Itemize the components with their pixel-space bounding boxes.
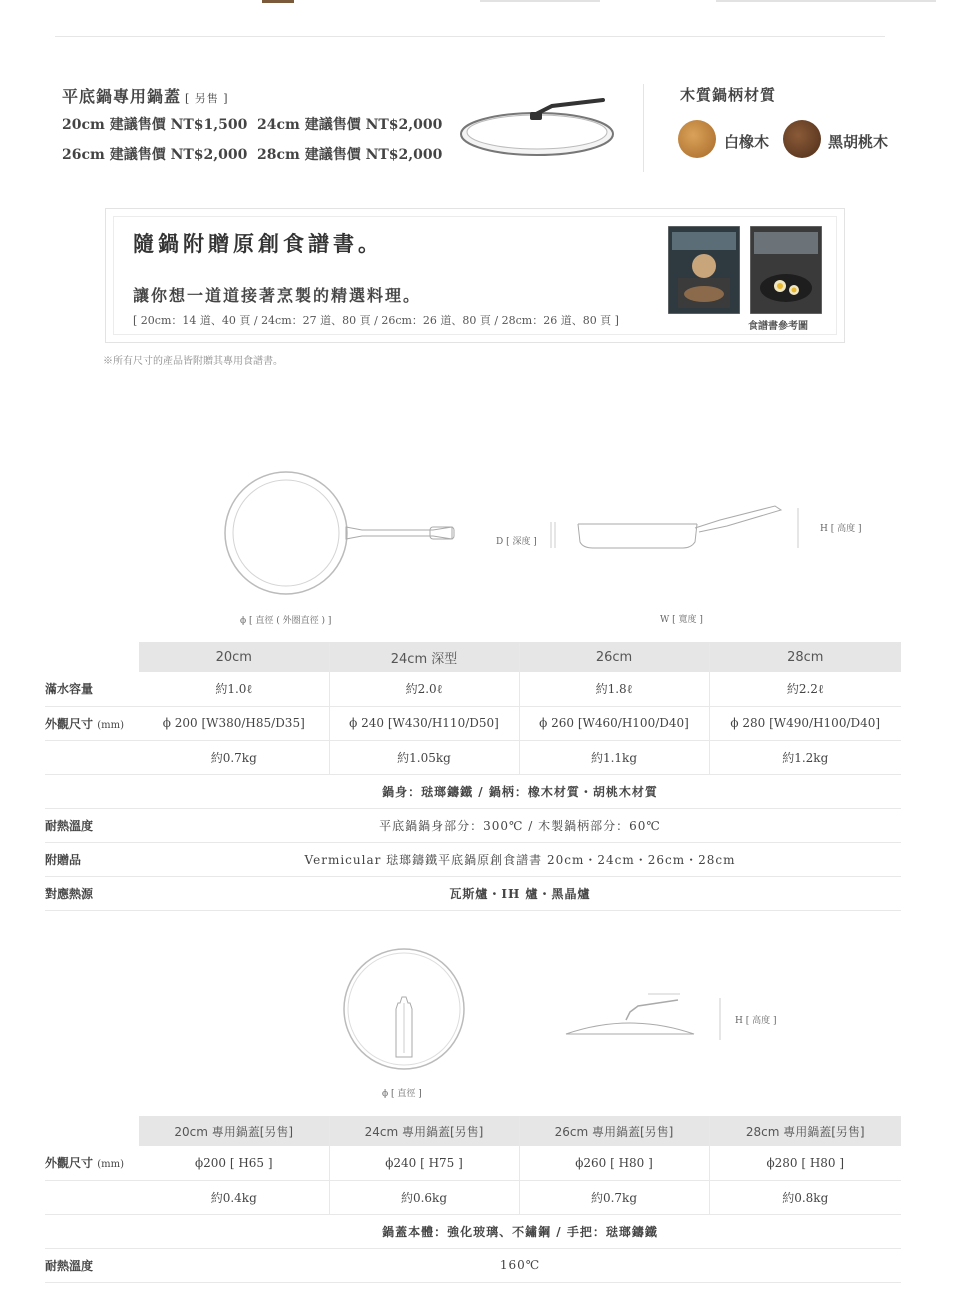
row-label-capacity: 滿水容量 bbox=[45, 672, 139, 706]
table-row bbox=[45, 774, 901, 808]
weight-20cm: 約0.7kg bbox=[139, 740, 329, 774]
walnut-swatch bbox=[783, 120, 821, 158]
lid-size-24cm: ϕ240 [ H75 ] bbox=[329, 1146, 519, 1180]
cookbook-details: [ 20cm：14 道、40 頁 / 24cm：27 道、80 頁 / 26cm：26 道、80 頁 / 28cm：26 道、80 頁 ] bbox=[133, 314, 619, 327]
table-row bbox=[45, 1248, 901, 1282]
lid-product-image bbox=[460, 96, 620, 160]
price-20cm: 20cm 建議售價 NT$1,500 bbox=[62, 117, 248, 133]
wood-section-title: 木質鍋柄材質 bbox=[680, 86, 777, 104]
lid-col-24cm: 24cm 專用鍋蓋[另售] bbox=[329, 1116, 519, 1146]
section-divider bbox=[643, 84, 644, 172]
gift-value: Vermicular 琺瑯鑄鐵平底鍋原創食譜書 20cm・24cm・26cm・28cm bbox=[139, 842, 901, 876]
pan-table-header bbox=[45, 642, 901, 672]
lid-spec-table bbox=[45, 1116, 901, 1283]
lid-diameter-label: ϕ [ 直徑 ] bbox=[382, 1089, 422, 1099]
lid-title-tag: [ 另售 ] bbox=[185, 92, 229, 105]
dimensions-26cm: ϕ 260 [W460/H100/D40] bbox=[519, 706, 709, 740]
lid-side-view-diagram bbox=[560, 992, 700, 1040]
white-oak-swatch bbox=[678, 120, 716, 158]
lid-size-28cm: ϕ280 [ H80 ] bbox=[709, 1146, 901, 1180]
row-label-weight bbox=[45, 740, 139, 774]
col-20cm: 20cm bbox=[139, 642, 329, 672]
pan-height-label: H [ 高度 ] bbox=[820, 524, 862, 534]
price-26cm: 26cm 建議售價 NT$2,000 bbox=[62, 147, 248, 163]
gift-label: 附贈品 bbox=[45, 842, 139, 876]
lid-height-marker bbox=[718, 998, 722, 1040]
lid-row-label-material bbox=[45, 1214, 139, 1248]
pan-depth-label: D [ 深度 ] bbox=[496, 537, 537, 547]
header-blank bbox=[45, 642, 139, 672]
col-24cm: 24cm 深型 bbox=[329, 642, 519, 672]
cookbook-image-1 bbox=[668, 226, 740, 314]
lid-col-26cm: 26cm 專用鍋蓋[另售] bbox=[519, 1116, 709, 1146]
divider bbox=[55, 36, 885, 37]
table-row bbox=[45, 740, 901, 774]
heat-source-value: 瓦斯爐・IH 爐・黑晶爐 bbox=[139, 876, 901, 910]
lid-section-title bbox=[62, 84, 229, 107]
col-26cm: 26cm bbox=[519, 642, 709, 672]
dimensions-28cm: ϕ 280 [W490/H100/D40] bbox=[709, 706, 901, 740]
lid-row-label-dimensions bbox=[45, 1146, 139, 1180]
lid-heat-resistance-label: 耐熱溫度 bbox=[45, 1248, 139, 1282]
row-label-dimensions bbox=[45, 706, 139, 740]
pan-material: 鍋身：琺瑯鑄鐵 / 鍋柄：橡木材質・胡桃木材質 bbox=[139, 774, 901, 808]
pan-width-label: W [ 寬度 ] bbox=[660, 615, 703, 625]
table-row bbox=[45, 672, 901, 706]
lid-material: 鍋蓋本體：強化玻璃、不鏽鋼 / 手把：琺瑯鑄鐵 bbox=[139, 1214, 901, 1248]
table-row bbox=[45, 842, 901, 876]
capacity-28cm: 約2.2ℓ bbox=[709, 672, 901, 706]
row-label-material bbox=[45, 774, 139, 808]
lid-dimensions-label: 外觀尺寸 bbox=[45, 1156, 94, 1171]
lid-weight-24cm: 約0.6kg bbox=[329, 1180, 519, 1214]
lid-height-label: H [ 高度 ] bbox=[735, 1016, 777, 1026]
heat-resistance-label: 耐熱溫度 bbox=[45, 808, 139, 842]
pan-top-view-diagram bbox=[220, 465, 470, 605]
cookbook-heading: 隨鍋附贈原創食譜書。 bbox=[133, 231, 383, 256]
lid-title-text: 平底鍋專用鍋蓋 bbox=[62, 87, 182, 106]
lid-row-label-weight bbox=[45, 1180, 139, 1214]
cookbook-note: ※所有尺寸的產品皆附贈其專用食譜書。 bbox=[103, 356, 283, 367]
capacity-24cm: 約2.0ℓ bbox=[329, 672, 519, 706]
capacity-26cm: 約1.8ℓ bbox=[519, 672, 709, 706]
price-24cm: 24cm 建議售價 NT$2,000 bbox=[257, 117, 443, 133]
cookbook-subheading: 讓你想一道道接著烹製的精選料理。 bbox=[133, 286, 422, 305]
table-row bbox=[45, 876, 901, 910]
lid-weight-20cm: 約0.4kg bbox=[139, 1180, 329, 1214]
dimensions-24cm: ϕ 240 [W430/H110/D50] bbox=[329, 706, 519, 740]
weight-24cm: 約1.05kg bbox=[329, 740, 519, 774]
heat-source-label: 對應熱源 bbox=[45, 876, 139, 910]
weight-26cm: 約1.1kg bbox=[519, 740, 709, 774]
lid-weight-26cm: 約0.7kg bbox=[519, 1180, 709, 1214]
heat-resistance-value: 平底鍋鍋身部分：300℃ / 木製鍋柄部分：60℃ bbox=[139, 808, 901, 842]
table-row bbox=[45, 706, 901, 740]
table-row bbox=[45, 1214, 901, 1248]
lid-size-20cm: ϕ200 [ H65 ] bbox=[139, 1146, 329, 1180]
lid-col-20cm: 20cm 專用鍋蓋[另售] bbox=[139, 1116, 329, 1146]
lid-top-view-diagram bbox=[340, 945, 470, 1075]
lid-weight-28cm: 約0.8kg bbox=[709, 1180, 901, 1214]
weight-28cm: 約1.2kg bbox=[709, 740, 901, 774]
lid-dimensions-unit: (mm) bbox=[97, 1159, 124, 1171]
white-oak-label: 白橡木 bbox=[724, 133, 770, 151]
pan-diameter-label: ϕ [ 直徑 ( 外圈直徑 ) ] bbox=[240, 616, 332, 626]
lid-heat-resistance-value: 160℃ bbox=[139, 1248, 901, 1282]
dimensions-20cm: ϕ 200 [W380/H85/D35] bbox=[139, 706, 329, 740]
capacity-20cm: 約1.0ℓ bbox=[139, 672, 329, 706]
pan-side-view-diagram bbox=[545, 500, 805, 605]
header-blank bbox=[45, 1116, 139, 1146]
lid-col-28cm: 28cm 專用鍋蓋[另售] bbox=[709, 1116, 901, 1146]
cookbook-caption: 食譜書參考圖 bbox=[748, 321, 808, 332]
dimensions-label: 外觀尺寸 bbox=[45, 716, 94, 731]
table-row bbox=[45, 1146, 901, 1180]
lid-table-header bbox=[45, 1116, 901, 1146]
table-row bbox=[45, 808, 901, 842]
dimensions-unit: (mm) bbox=[97, 719, 124, 731]
walnut-label: 黑胡桃木 bbox=[828, 133, 889, 151]
cookbook-image-2 bbox=[750, 226, 822, 314]
col-28cm: 28cm bbox=[709, 642, 901, 672]
table-row bbox=[45, 1180, 901, 1214]
top-decoration bbox=[0, 0, 960, 6]
lid-size-26cm: ϕ260 [ H80 ] bbox=[519, 1146, 709, 1180]
pan-spec-table bbox=[45, 642, 901, 911]
price-28cm: 28cm 建議售價 NT$2,000 bbox=[257, 147, 443, 163]
